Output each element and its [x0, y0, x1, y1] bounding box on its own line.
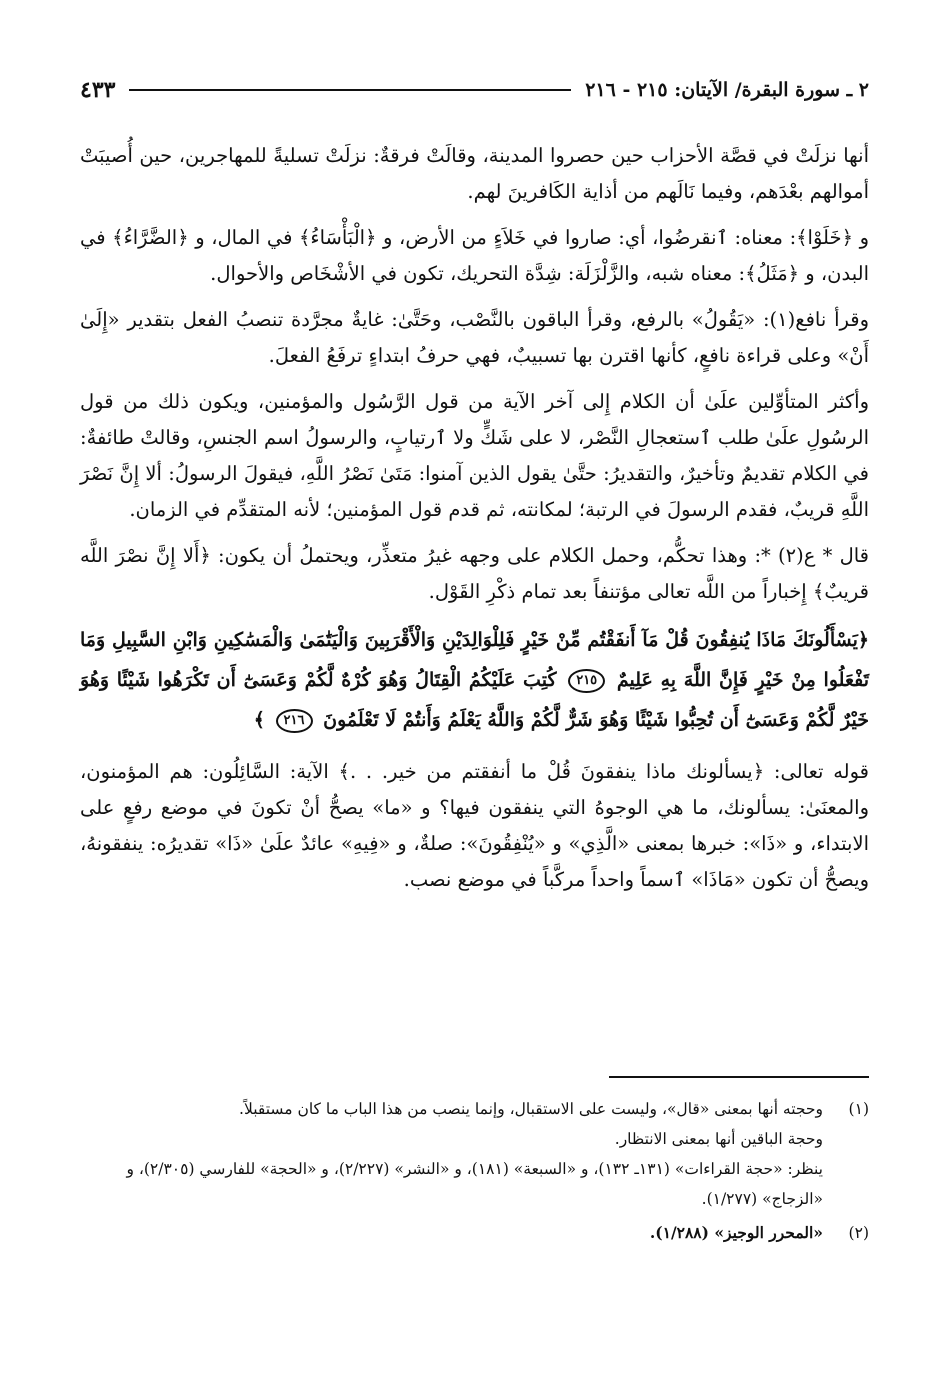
verse-215-text: ﴿يَسْأَلُونَكَ مَاذَا يُنفِقُونَ قُلْ مَآ أَنفَقْتُم مِّنْ خَيْرٍ فَلِلْوَالِدَيْنِ وَالْأَقْرَبِينَ وَالْيَتَٰمَىٰ وَالْمَسَٰكِينِ وَابْنِ السَّبِيلِ وَمَا تَفْعَلُوا مِنْ خَيْرٍ فَإِنَّ اللَّهَ بِهِ عَلِيمٌ	[80, 629, 870, 691]
paragraph-3: وقرأ نافع(١): «يَقُولُ» بالرفع، وقرأ الباقون بالنَّصْب، وحَتَّىٰ: غايةٌ مجرَّدة تنصبُ الفعل بتقدير «إِلَىٰ أَنْ» وعلى قراءة نافعٍ، كأنها اقترن بها تسبيبٌ، فهي حرفُ ابتداءٍ ترفَعُ الفعلَ.	[80, 308, 869, 367]
footnote-line: وحجة الباقين أنها بمعنى الانتظار.	[614, 1130, 823, 1148]
verse-216-text: كُتِبَ عَلَيْكُمُ الْقِتَالُ وَهُوَ كُرْهٌ لَّكُمْ وَعَسَىٰٓ أَن تَكْرَهُوا شَيْئًا وَهُوَ خَيْرٌ لَّكُمْ وَعَسَىٰٓ أَن تُحِبُّوا شَيْئًا وَهُوَ شَرٌّ لَّكُمْ وَاللَّهُ يَعْلَمُ وَأَنتُمْ لَا تَعْلَمُونَ	[80, 669, 869, 731]
footnote-1	[80, 1094, 869, 1214]
footnote-separator	[609, 1076, 869, 1078]
footnote-line: وحجته أنها بمعنى «قال»، وليست على الاستقبال، وإنما ينصب من هذا الباب ما كان مستقبلاً.	[239, 1100, 823, 1118]
footnote-body	[80, 1094, 823, 1214]
footnote-body	[80, 1218, 823, 1248]
header-rule	[129, 89, 571, 91]
verse-close-bracket: ﴾	[253, 709, 265, 731]
footnotes	[80, 1094, 869, 1252]
verse-number-215: ٢١٥	[568, 669, 605, 693]
main-text	[80, 138, 869, 908]
commentary-paragraph: قوله تعالى: ﴿يسألونك ماذا ينفقونَ قُلْ ما أنفقتم من خير. . .﴾ الآية: السَّائِلُون: هم المؤمنون، والمعنَىٰ: يسألونك، ما هي الوجوهُ التي ينفقون فيها؟ و «ما» يصحُّ أنْ تكونَ في موضع رفعٍ على الابتداء، و «ذَا»: خبرها بمعنى «الَّذِي» و «يُنْفِقُونَ»: صلةٌ، و «فِيهِ» عائدٌ علَىٰ «ذَا» تقديرُه: ينفقونهُ، ويصحُّ أن تكون «مَاذَا» ٱسماً واحداً مركَّباً في موضع نصب.	[80, 760, 869, 891]
footnote-line: «المحرر الوجيز» (١/٢٨٨).	[649, 1223, 823, 1242]
verse-number-216: ٢١٦	[276, 709, 313, 733]
paragraph-1: أنها نزلَتْ في قصَّة الأحزاب حين حصروا المدينة، وقالَتْ فرقةٌ: نزلَتْ تسليةً للمهاجرين، حين أُصيبَتْ أموالهم بعْدَهم، وفيما نَالَهم من أذاية الكَافرينَ لهم.	[80, 144, 869, 203]
paragraph-2: و ﴿خَلَوْا﴾: معناه: ٱنقرضُوا، أي: صاروا في خَلاَءٍ من الأرض، و ﴿الْبَأْسَاءُ﴾ في المال، و ﴿الضَّرَّاءُ﴾ في البدن، و ﴿مَثَلُ﴾: معناه شبه، والزَّلْزَلَة: شِدَّة التحريك، تكون في الأشْخَاص والأحوال.	[80, 226, 869, 285]
page-number: ٤٣٣	[80, 77, 116, 103]
header-title: ٢ ـ سورة البقرة/ الآيتان: ٢١٥ - ٢١٦	[585, 79, 869, 101]
running-header	[80, 72, 869, 108]
footnote-line: ينظر: «حجة القراءات» (١٣١ـ ١٣٢)، و «السبعة» (١٨١)، و «النشر» (٢/٢٢٧)، و «الحجة» للفارسي (٢/٣٠٥)، و «الزجاج» (١/٢٧٧).	[126, 1160, 823, 1208]
quran-verses	[80, 620, 869, 740]
paragraph-5: قال * ع(٢) *: وهذا تحكُّم، وحمل الكلام على وجهه غيرُ متعذِّر، ويحتملُ أن يكون: ﴿أَلا إِنَّ نصْرَ اللَّه قريبٌ﴾ إِخباراً من اللَّه تعالى مؤتنفاً بعد تمام ذكْرِ القَوْل.	[80, 544, 869, 603]
paragraph-4: وأكثر المتأوِّلين علَىٰ أن الكلام إِلى آخر الآية من قول الرَّسُول والمؤمنين، ويكون ذلك من قول الرسُولِ علَىٰ طلب ٱستعجالِ النَّصْر، لا على شَكٍّ ولا ٱرتيابٍ، والرسولُ اسم الجنسِ، وقالتْ طائفةٌ: في الكلام تقديمٌ وتأخيرٌ، والتقديرُ: حتَّىٰ يقول الذين آمنوا: مَتَىٰ نَصْرُ اللَّهِ، فيقولَ الرسولُ: ألا إِنَّ نَصْرَ اللَّهِ قريبٌ، فقدم الرسولَ في الرتبة؛ لمكانته، ثم قدم قول المؤمنين؛ لأنه المتقدِّم في الزمان.	[80, 390, 869, 521]
footnote-number: (٢)	[848, 1224, 869, 1242]
footnote-number: (١)	[848, 1100, 869, 1118]
footnote-2	[80, 1218, 869, 1248]
